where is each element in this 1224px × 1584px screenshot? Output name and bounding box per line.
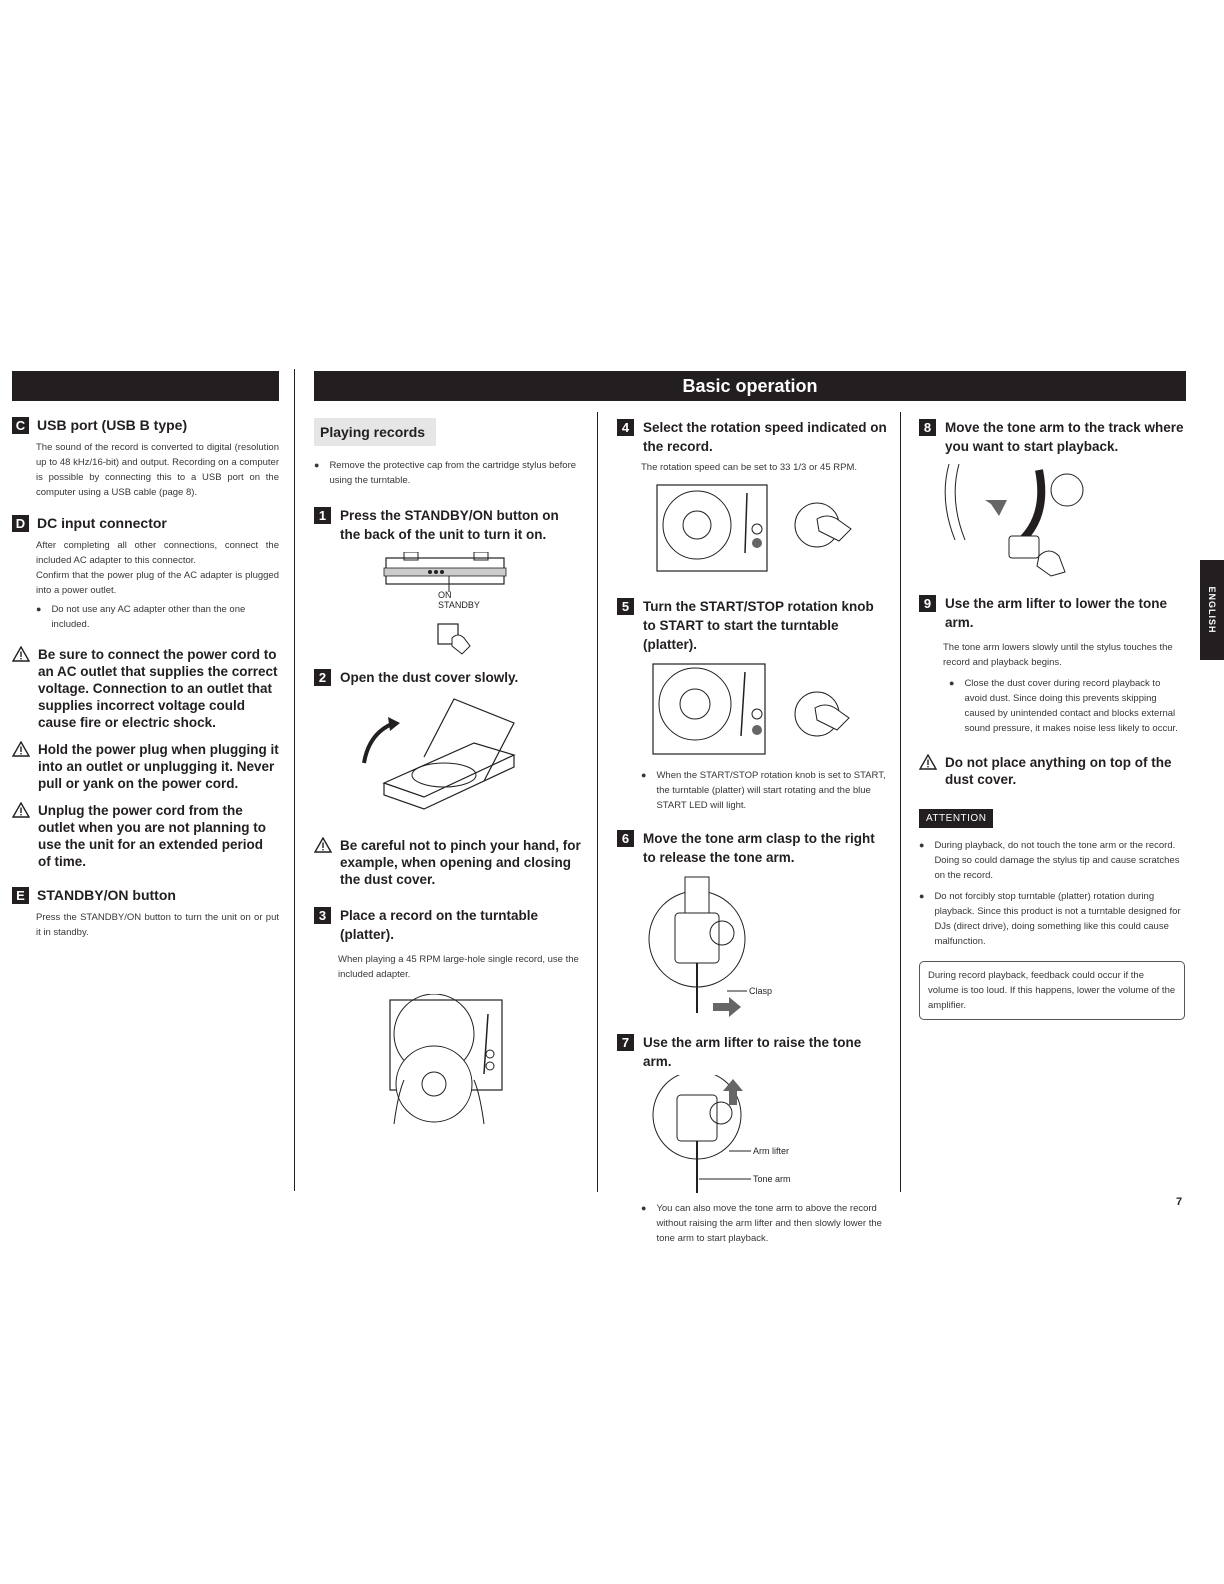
item-title: DC input connector bbox=[37, 515, 167, 531]
column-4 bbox=[919, 418, 1185, 1020]
warning-icon bbox=[12, 741, 30, 757]
step-7 bbox=[617, 1033, 887, 1071]
start-knob-illustration bbox=[617, 660, 887, 760]
warning-icon bbox=[919, 754, 937, 770]
place-record-illustration bbox=[314, 994, 582, 1144]
warning-text: Be sure to connect the power cord to an AC outlet that supplies the correct voltage. Connection to an outlet that supplies incorrect voltage could cause fire or electric shock. bbox=[38, 647, 278, 730]
step-title: Move the tone arm clasp to the right to release the tone arm. bbox=[643, 831, 875, 865]
move-tone-arm-illustration bbox=[919, 460, 1185, 580]
column-3 bbox=[617, 418, 887, 1246]
speed-select-illustration bbox=[617, 479, 887, 579]
item-letter-badge: D bbox=[12, 515, 29, 532]
clasp-label: Clasp bbox=[749, 986, 773, 996]
step-number-badge: 2 bbox=[314, 669, 331, 686]
note-box: During record playback, feedback could occur if the volume is too loud. If this happens, lower the volume of the amplifier. bbox=[919, 961, 1185, 1020]
section-title: Basic operation bbox=[314, 371, 1186, 401]
step-title: Turn the START/STOP rotation knob to START to start the turntable (platter). bbox=[643, 599, 874, 652]
warning-text: Do not place anything on top of the dust cover. bbox=[945, 755, 1172, 787]
step-title: Use the arm lifter to lower the tone arm. bbox=[945, 596, 1168, 630]
step-2 bbox=[314, 668, 582, 687]
warning-block bbox=[12, 646, 279, 731]
step-number-badge: 1 bbox=[314, 507, 331, 524]
column-divider bbox=[294, 369, 295, 1191]
warning-icon bbox=[314, 837, 332, 853]
step-number-badge: 3 bbox=[314, 907, 331, 924]
warning-block bbox=[314, 837, 582, 888]
item-e bbox=[12, 886, 279, 940]
bullet-item: ● Do not use any AC adapter other than the one included. bbox=[36, 604, 246, 630]
step-number-badge: 9 bbox=[919, 595, 936, 612]
warning-text: Unplug the power cord from the outlet when you are not planning to use the unit for an extended period of time. bbox=[38, 803, 266, 869]
unit-back-illustration bbox=[314, 552, 582, 662]
warning-block bbox=[12, 802, 279, 870]
item-body: The sound of the record is converted to digital (resolution up to 48 kHz/16-bit) and output. Recording on a computer is possible by connecting this to a USB port on the computer using a USB cable (page 8). bbox=[36, 442, 279, 498]
page-number: 7 bbox=[1176, 1196, 1183, 1208]
warning-icon bbox=[12, 802, 30, 818]
item-title: STANDBY/ON button bbox=[37, 887, 176, 903]
item-letter-badge: E bbox=[12, 887, 29, 904]
column-1 bbox=[12, 416, 279, 954]
column-2 bbox=[314, 418, 582, 1144]
step-1 bbox=[314, 506, 582, 544]
item-letter-badge: C bbox=[12, 417, 29, 434]
step-8 bbox=[919, 418, 1185, 456]
warning-text: Be careful not to pinch your hand, for example, when opening and closing the dust cover. bbox=[340, 838, 581, 887]
item-title: USB port (USB B type) bbox=[37, 417, 188, 433]
dust-cover-illustration bbox=[314, 693, 582, 823]
subsection-heading: Playing records bbox=[314, 418, 436, 446]
left-header-bar bbox=[12, 371, 279, 401]
step-number-badge: 7 bbox=[617, 1034, 634, 1051]
bullet-item: ● Remove the protective cap from the cartridge stylus before using the turntable. bbox=[314, 460, 577, 486]
step-number-badge: 8 bbox=[919, 419, 936, 436]
bullet-item: ● During playback, do not touch the tone arm or the record. Doing so could damage the stylus tip and cause scratches on the record. bbox=[919, 840, 1180, 881]
warning-block bbox=[12, 741, 279, 792]
step-title: Press the STANDBY/ON button on the back of the unit to turn it on. bbox=[340, 508, 559, 542]
arm-lifter-label: Arm lifter bbox=[753, 1146, 789, 1156]
arm-lifter-illustration bbox=[617, 1075, 887, 1195]
step-title: Select the rotation speed indicated on the record. bbox=[643, 420, 887, 454]
column-divider bbox=[900, 412, 901, 1192]
step-title: Use the arm lifter to raise the tone arm. bbox=[643, 1035, 862, 1069]
bullet-item: ● You can also move the tone arm to above the record without raising the arm lifter and then slowly lower the tone arm to start playback. bbox=[641, 1203, 882, 1244]
step-number-badge: 4 bbox=[617, 419, 634, 436]
bullet-item: ● Do not forcibly stop turntable (platter) rotation during playback. Since this product is not a turntable designed for DJs (direct drive), doing something like this could cause malfunction. bbox=[919, 891, 1181, 947]
warning-icon bbox=[12, 646, 30, 662]
attention-label: ATTENTION bbox=[919, 809, 993, 828]
language-tab: ENGLISH bbox=[1200, 560, 1224, 660]
bullet-item: ● When the START/STOP rotation knob is set to START, the turntable (platter) will start rotating and the blue START LED will light. bbox=[641, 770, 886, 811]
on-label: ON bbox=[438, 590, 452, 600]
tone-arm-clasp-illustration bbox=[617, 873, 887, 1023]
item-d bbox=[12, 514, 279, 632]
step-6 bbox=[617, 829, 887, 867]
item-body: Confirm that the power plug of the AC adapter is plugged into a power outlet. bbox=[36, 570, 279, 596]
step-4 bbox=[617, 418, 887, 456]
column-divider bbox=[597, 412, 598, 1192]
step-body: The tone arm lowers slowly until the stylus touches the record and playback begins. bbox=[943, 642, 1173, 668]
item-body: Press the STANDBY/ON button to turn the unit on or put it in standby. bbox=[36, 912, 279, 938]
standby-label: STANDBY bbox=[438, 600, 480, 610]
step-body: When playing a 45 RPM large-hole single record, use the included adapter. bbox=[338, 954, 579, 980]
item-c bbox=[12, 416, 279, 500]
step-title: Place a record on the turntable (platter). bbox=[340, 908, 539, 942]
step-number-badge: 5 bbox=[617, 598, 634, 615]
bullet-item: ● Close the dust cover during record playback to avoid dust. Since doing this prevents skipping caused by unintended contact and blocks external sound pressure, it makes noise less likely to occur. bbox=[949, 678, 1178, 734]
step-9 bbox=[919, 594, 1185, 632]
warning-text: Hold the power plug when plugging it into an outlet or unplugging it. Never pull or yank on the power cord. bbox=[38, 742, 279, 791]
step-5 bbox=[617, 597, 887, 654]
tone-arm-label: Tone arm bbox=[753, 1174, 791, 1184]
step-number-badge: 6 bbox=[617, 830, 634, 847]
step-3 bbox=[314, 906, 582, 944]
step-body: The rotation speed can be set to 33 1/3 or 45 RPM. bbox=[641, 462, 857, 473]
step-title: Move the tone arm to the track where you want to start playback. bbox=[945, 420, 1184, 454]
step-title: Open the dust cover slowly. bbox=[340, 670, 519, 685]
warning-block bbox=[919, 754, 1185, 788]
item-body: After completing all other connections, connect the included AC adapter to this connector. bbox=[36, 540, 279, 566]
